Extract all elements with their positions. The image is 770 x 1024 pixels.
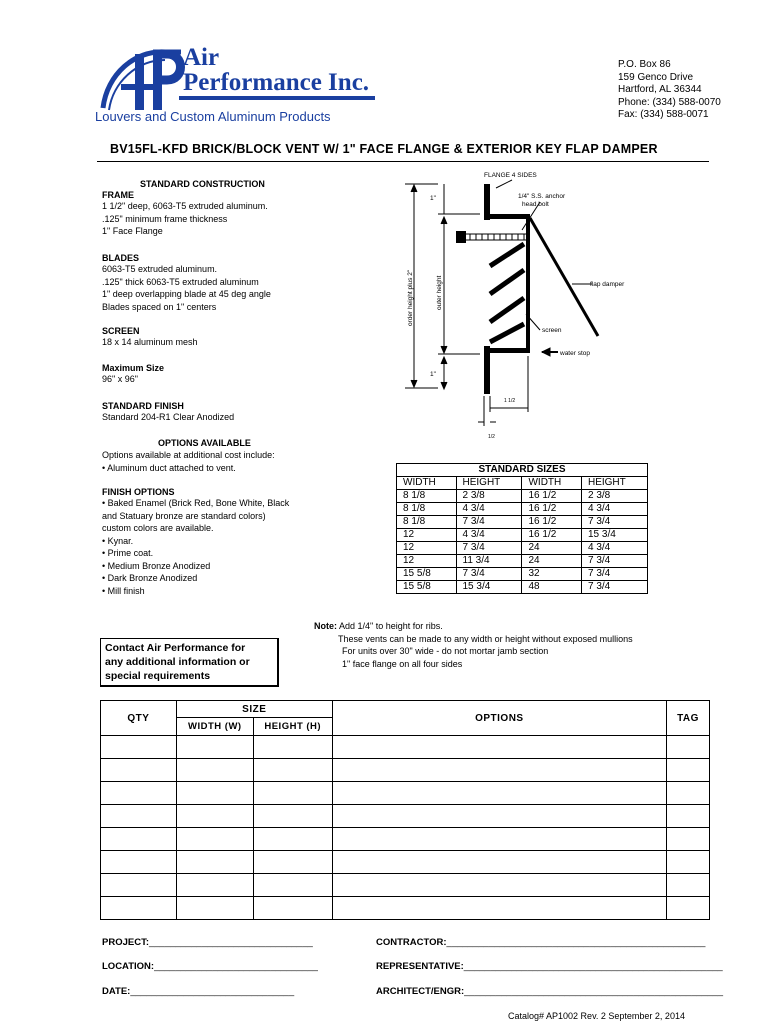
one-inch-bottom-label: 1" bbox=[430, 371, 436, 378]
options-cell[interactable] bbox=[332, 851, 666, 874]
water-stop-label: water stop bbox=[560, 350, 590, 357]
height-cell[interactable] bbox=[253, 782, 332, 805]
note-line4: 1" face flange on all four sides bbox=[342, 658, 463, 669]
screen-heading: SCREEN bbox=[102, 326, 140, 336]
tag-cell[interactable] bbox=[667, 805, 710, 828]
phone: Phone: (334) 588-0070 bbox=[618, 96, 721, 108]
table-cell: 32 bbox=[522, 568, 582, 581]
flange-dim-label: 1/2 bbox=[488, 434, 495, 440]
table-cell: 48 bbox=[522, 581, 582, 594]
table-cell: 7 3/4 bbox=[456, 542, 522, 555]
blades-line: 6063-T5 extruded aluminum. bbox=[102, 264, 218, 274]
contact-line1: Contact Air Performance for bbox=[105, 642, 246, 654]
note-text1: Add 1/4" to height for ribs. bbox=[337, 621, 443, 631]
company-logo bbox=[95, 44, 385, 130]
table-row bbox=[397, 490, 648, 503]
finish-section bbox=[102, 401, 402, 424]
options-cell[interactable] bbox=[332, 874, 666, 897]
finish-option: • Baked Enamel (Brick Red, Bone White, Black bbox=[102, 498, 290, 508]
table-cell: 11 3/4 bbox=[456, 555, 522, 568]
project-line: _______________________________ bbox=[148, 937, 313, 948]
qty-cell[interactable] bbox=[101, 828, 177, 851]
table-cell: 12 bbox=[397, 555, 457, 568]
note-label: Note: bbox=[314, 621, 337, 631]
sizes-header: WIDTH bbox=[522, 477, 582, 490]
table-cell: 4 3/4 bbox=[456, 503, 522, 516]
options-cell[interactable] bbox=[332, 759, 666, 782]
catalog-number: Catalog# AP1002 Rev. 2 September 2, 2014 bbox=[508, 1011, 685, 1021]
date-line: _______________________________ bbox=[130, 986, 295, 997]
finish-option: • Dark Bronze Anodized bbox=[102, 573, 198, 583]
company-tagline: Louvers and Custom Aluminum Products bbox=[95, 109, 331, 124]
architect-field[interactable] bbox=[376, 986, 723, 997]
table-cell: 2 3/8 bbox=[456, 490, 522, 503]
company-address bbox=[618, 59, 721, 122]
options-cell[interactable] bbox=[332, 736, 666, 759]
frame-line: 1" Face Flange bbox=[102, 226, 163, 236]
height-cell[interactable] bbox=[253, 805, 332, 828]
qty-cell[interactable] bbox=[101, 736, 177, 759]
table-cell: 4 3/4 bbox=[581, 503, 647, 516]
table-cell: 7 3/4 bbox=[581, 516, 647, 529]
contractor-label: CONTRACTOR: bbox=[376, 937, 447, 948]
tag-header: TAG bbox=[667, 701, 710, 736]
maxsize-line: 96" x 96" bbox=[102, 374, 138, 384]
table-row bbox=[397, 555, 648, 568]
location-field[interactable] bbox=[102, 961, 318, 972]
height-cell[interactable] bbox=[253, 897, 332, 920]
table-row bbox=[397, 542, 648, 555]
finish-option: • Kynar. bbox=[102, 535, 134, 546]
frame-heading: FRAME bbox=[102, 190, 134, 200]
table-cell: 12 bbox=[397, 542, 457, 555]
height-cell[interactable] bbox=[253, 759, 332, 782]
company-name-line1: Air bbox=[183, 44, 220, 71]
address-line1: P.O. Box 86 bbox=[618, 59, 671, 70]
blades-section bbox=[102, 253, 402, 313]
finish-options-section bbox=[102, 487, 402, 597]
height-cell[interactable] bbox=[253, 736, 332, 759]
options-line: • Aluminum duct attached to vent. bbox=[102, 462, 236, 473]
representative-label: REPRESENTATIVE: bbox=[376, 961, 464, 972]
anchor-bolt-label: 1/4" S.S. anchor bbox=[518, 193, 566, 200]
contractor-field[interactable] bbox=[376, 937, 705, 948]
tag-cell[interactable] bbox=[667, 782, 710, 805]
depth-dim-label: 1 1/2 bbox=[504, 398, 516, 404]
width-cell[interactable] bbox=[176, 897, 253, 920]
order-row bbox=[101, 851, 710, 874]
sizes-body bbox=[397, 490, 648, 594]
blades-line: Blades spaced on 1" centers bbox=[102, 301, 217, 312]
table-cell: 8 1/8 bbox=[397, 516, 457, 529]
project-label: PROJECT: bbox=[102, 937, 149, 948]
height-cell[interactable] bbox=[253, 828, 332, 851]
table-cell: 4 3/4 bbox=[456, 529, 522, 542]
finish-options-heading: FINISH OPTIONS bbox=[102, 487, 175, 497]
tag-cell[interactable] bbox=[667, 897, 710, 920]
qty-cell[interactable] bbox=[101, 897, 177, 920]
screen-line: 18 x 14 aluminum mesh bbox=[102, 337, 198, 347]
one-inch-top-label: 1" bbox=[430, 195, 436, 202]
maxsize-heading: Maximum Size bbox=[102, 363, 165, 373]
table-cell: 24 bbox=[522, 555, 582, 568]
finish-option: • Mill finish bbox=[102, 585, 145, 596]
width-cell[interactable] bbox=[176, 874, 253, 897]
qty-header: QTY bbox=[101, 701, 177, 736]
options-cell[interactable] bbox=[332, 782, 666, 805]
table-cell: 7 3/4 bbox=[581, 568, 647, 581]
qty-cell[interactable] bbox=[101, 805, 177, 828]
location-line: _______________________________ bbox=[154, 961, 318, 972]
contractor-line: _________________________________________________ bbox=[446, 937, 706, 948]
table-cell: 16 1/2 bbox=[522, 490, 582, 503]
options-header: OPTIONS bbox=[332, 701, 666, 736]
width-cell[interactable] bbox=[176, 736, 253, 759]
blades-line: .125" thick 6063-T5 extruded aluminum bbox=[102, 276, 259, 287]
sizes-header: WIDTH bbox=[397, 477, 457, 490]
order-table bbox=[100, 700, 710, 920]
contact-box bbox=[100, 638, 279, 687]
qty-cell[interactable] bbox=[101, 759, 177, 782]
width-cell[interactable] bbox=[176, 805, 253, 828]
order-row bbox=[101, 897, 710, 920]
height-cell[interactable] bbox=[253, 874, 332, 897]
finish-line: Standard 204-R1 Clear Anodized bbox=[102, 412, 235, 422]
order-row bbox=[101, 759, 710, 782]
options-section bbox=[102, 449, 402, 474]
sizes-header: HEIGHT bbox=[456, 477, 522, 490]
architect-line: _________________________________________________ bbox=[464, 986, 724, 997]
frame-section bbox=[102, 190, 402, 238]
title-rule bbox=[97, 161, 709, 162]
location-label: LOCATION: bbox=[102, 961, 155, 972]
table-cell: 7 3/4 bbox=[581, 581, 647, 594]
screen-label: screen bbox=[542, 327, 562, 334]
finish-option: • Medium Bronze Anodized bbox=[102, 560, 211, 571]
table-cell: 8 1/8 bbox=[397, 503, 457, 516]
screen-section bbox=[102, 326, 402, 349]
width-header: WIDTH (W) bbox=[176, 718, 253, 736]
tag-cell[interactable] bbox=[667, 736, 710, 759]
table-row bbox=[397, 516, 648, 529]
options-cell[interactable] bbox=[332, 897, 666, 920]
date-label: DATE: bbox=[102, 986, 131, 997]
width-cell[interactable] bbox=[176, 851, 253, 874]
order-row bbox=[101, 874, 710, 897]
contact-line3: special requirements bbox=[105, 670, 211, 682]
options-cell[interactable] bbox=[332, 805, 666, 828]
vent-section-diagram bbox=[400, 166, 660, 446]
note-line2: These vents can be made to any width or height without exposed mullions bbox=[338, 633, 633, 644]
table-cell: 7 3/4 bbox=[581, 555, 647, 568]
size-header: SIZE bbox=[176, 701, 332, 718]
table-cell: 2 3/8 bbox=[581, 490, 647, 503]
flap-damper-label: flap damper bbox=[590, 281, 625, 288]
table-cell: 15 3/4 bbox=[581, 529, 647, 542]
table-row bbox=[397, 581, 648, 594]
address-line2: 159 Genco Drive bbox=[618, 71, 694, 83]
flange-sides-label: FLANGE 4 SIDES bbox=[484, 172, 537, 179]
table-cell: 15 3/4 bbox=[456, 581, 522, 594]
fax: Fax: (334) 588-0071 bbox=[618, 109, 709, 120]
tag-cell[interactable] bbox=[667, 851, 710, 874]
options-line: Options available at additional cost include: bbox=[102, 450, 275, 460]
table-cell: 16 1/2 bbox=[522, 529, 582, 542]
sizes-header: HEIGHT bbox=[581, 477, 647, 490]
finish-option: custom colors are available. bbox=[102, 523, 214, 533]
order-row bbox=[101, 805, 710, 828]
anchor-bolt-label-2: head bolt bbox=[522, 201, 549, 208]
representative-line: _________________________________________________ bbox=[463, 961, 723, 972]
table-cell: 7 3/4 bbox=[456, 568, 522, 581]
outer-height-label: outer height bbox=[436, 275, 443, 310]
frame-line: .125" minimum frame thickness bbox=[102, 213, 228, 224]
maxsize-section bbox=[102, 363, 402, 386]
tag-cell[interactable] bbox=[667, 828, 710, 851]
qty-cell[interactable] bbox=[101, 874, 177, 897]
table-cell: 8 1/8 bbox=[397, 490, 457, 503]
company-name-line2: Performance Inc. bbox=[183, 69, 370, 96]
height-cell[interactable] bbox=[253, 851, 332, 874]
table-cell: 16 1/2 bbox=[522, 516, 582, 529]
finish-heading: STANDARD FINISH bbox=[102, 401, 184, 411]
table-cell: 16 1/2 bbox=[522, 503, 582, 516]
address-line3: Hartford, AL 36344 bbox=[618, 84, 702, 95]
order-row bbox=[101, 782, 710, 805]
order-height-label: order height plus 2" bbox=[407, 269, 414, 326]
blades-line: 1" deep overlapping blade at 45 deg angle bbox=[102, 289, 271, 299]
height-header: HEIGHT (H) bbox=[253, 718, 332, 736]
note-line1 bbox=[314, 620, 734, 633]
table-row bbox=[397, 529, 648, 542]
table-cell: 7 3/4 bbox=[456, 516, 522, 529]
contact-line2: any additional information or bbox=[105, 656, 250, 668]
qty-cell[interactable] bbox=[101, 851, 177, 874]
table-cell: 15 5/8 bbox=[397, 568, 457, 581]
sizes-title: STANDARD SIZES bbox=[397, 464, 648, 477]
table-cell: 24 bbox=[522, 542, 582, 555]
options-heading: OPTIONS AVAILABLE bbox=[158, 438, 251, 448]
architect-label: ARCHITECT/ENGR: bbox=[376, 986, 465, 997]
table-cell: 12 bbox=[397, 529, 457, 542]
width-cell[interactable] bbox=[176, 828, 253, 851]
order-row bbox=[101, 828, 710, 851]
qty-cell[interactable] bbox=[101, 782, 177, 805]
date-field[interactable] bbox=[102, 986, 294, 997]
table-row bbox=[397, 503, 648, 516]
project-field[interactable] bbox=[102, 937, 313, 948]
representative-field[interactable] bbox=[376, 961, 723, 972]
tag-cell[interactable] bbox=[667, 759, 710, 782]
page-title: BV15FL-KFD BRICK/BLOCK VENT W/ 1" FACE FLANGE & EXTERIOR KEY FLAP DAMPER bbox=[110, 142, 658, 156]
table-cell: 15 5/8 bbox=[397, 581, 457, 594]
standard-sizes-table bbox=[396, 463, 648, 594]
table-cell: 4 3/4 bbox=[581, 542, 647, 555]
blades-heading: BLADES bbox=[102, 253, 140, 263]
width-cell[interactable] bbox=[176, 759, 253, 782]
table-row bbox=[397, 568, 648, 581]
finish-option: and Statuary bronze are standard colors) bbox=[102, 510, 266, 521]
width-cell[interactable] bbox=[176, 782, 253, 805]
finish-option: • Prime coat. bbox=[102, 548, 154, 558]
order-row bbox=[101, 736, 710, 759]
note-line3: For units over 30" wide - do not mortar jamb section bbox=[342, 646, 549, 656]
frame-line: 1 1/2" deep, 6063-T5 extruded aluminum. bbox=[102, 201, 268, 211]
note-block bbox=[314, 620, 734, 670]
tag-cell[interactable] bbox=[667, 874, 710, 897]
options-cell[interactable] bbox=[332, 828, 666, 851]
construction-heading: STANDARD CONSTRUCTION bbox=[140, 179, 265, 189]
